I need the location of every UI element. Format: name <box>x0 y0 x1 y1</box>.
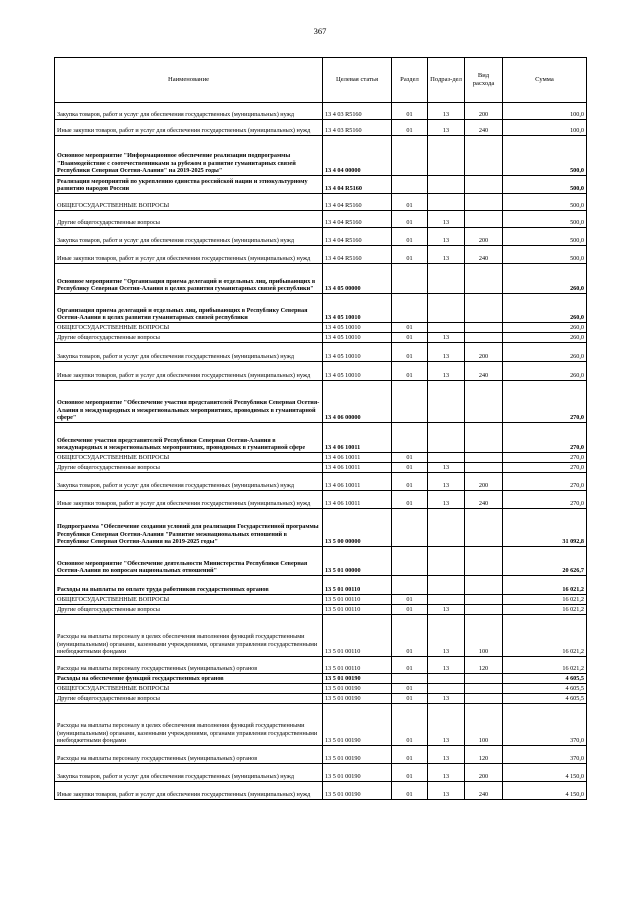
row-name: ОБЩЕГОСУДАРСТВЕННЫЕ ВОПРОСЫ <box>55 595 323 605</box>
row-section: 01 <box>392 323 428 333</box>
row-amount: 270,0 <box>503 381 587 423</box>
header-target: Целевая статья <box>323 58 392 103</box>
row-section <box>392 136 428 176</box>
row-section: 01 <box>392 362 428 381</box>
row-target: 13 4 06 10011 <box>323 423 392 453</box>
row-expense-type <box>465 423 503 453</box>
table-row <box>55 657 587 674</box>
row-subsection <box>428 194 465 211</box>
row-target: 13 4 04 R5160 <box>323 194 392 211</box>
row-expense-type <box>465 176 503 194</box>
row-target: 13 4 03 R5160 <box>323 120 392 136</box>
row-section: 01 <box>392 463 428 473</box>
row-expense-type: 240 <box>465 120 503 136</box>
row-expense-type: 120 <box>465 746 503 764</box>
row-amount: 16 021,2 <box>503 605 587 615</box>
row-subsection: 13 <box>428 211 465 228</box>
table-row <box>55 333 587 343</box>
row-name: Расходы на выплаты персоналу государственных (муниципальных) органов <box>55 657 323 674</box>
row-expense-type: 100 <box>465 704 503 746</box>
row-name: Закупка товаров, работ и услуг для обеспечения государственных (муниципальных) нужд <box>55 473 323 491</box>
row-name: Иные закупки товаров, работ и услуг для обеспечения государственных (муниципальных) нужд <box>55 246 323 264</box>
row-subsection: 13 <box>428 746 465 764</box>
row-section: 01 <box>392 473 428 491</box>
row-amount: 16 021,2 <box>503 576 587 595</box>
row-name: Другие общегосударственные вопросы <box>55 211 323 228</box>
row-subsection <box>428 684 465 694</box>
table-row <box>55 615 587 657</box>
row-section: 01 <box>392 194 428 211</box>
row-expense-type: 200 <box>465 473 503 491</box>
row-subsection: 13 <box>428 704 465 746</box>
row-amount: 270,0 <box>503 491 587 509</box>
row-section: 01 <box>392 657 428 674</box>
row-expense-type <box>465 694 503 704</box>
row-name: Закупка товаров, работ и услуг для обеспечения государственных (муниципальных) нужд <box>55 103 323 120</box>
row-subsection <box>428 176 465 194</box>
row-expense-type: 200 <box>465 103 503 120</box>
header-subsection: Подраз-дел <box>428 58 465 103</box>
table-body <box>55 103 587 800</box>
row-target: 13 4 05 10010 <box>323 343 392 362</box>
row-expense-type: 120 <box>465 657 503 674</box>
row-subsection <box>428 453 465 463</box>
row-target: 13 5 01 00110 <box>323 595 392 605</box>
row-subsection: 13 <box>428 362 465 381</box>
row-expense-type <box>465 333 503 343</box>
row-target: 13 5 01 00110 <box>323 657 392 674</box>
row-expense-type: 100 <box>465 615 503 657</box>
row-name: Закупка товаров, работ и услуг для обеспечения государственных (муниципальных) нужд <box>55 228 323 246</box>
row-section: 01 <box>392 694 428 704</box>
row-section: 01 <box>392 615 428 657</box>
row-name: Иные закупки товаров, работ и услуг для обеспечения государственных (муниципальных) нужд <box>55 120 323 136</box>
row-name: Организация приема делегаций и отдельных лиц, прибывающих в Республику Северная Осетия-Алания в целях развития гуманитарных связей республики <box>55 294 323 323</box>
row-amount: 4 605,5 <box>503 694 587 704</box>
table-row <box>55 605 587 615</box>
row-target: 13 5 01 00000 <box>323 547 392 576</box>
row-name: Реализация мероприятий по укреплению единства российской нации и этнокультурному развитию народов России <box>55 176 323 194</box>
row-expense-type <box>465 136 503 176</box>
header-expense-type: Вид расхода <box>465 58 503 103</box>
row-amount: 4 605,5 <box>503 674 587 684</box>
row-amount: 260,0 <box>503 294 587 323</box>
row-expense-type <box>465 674 503 684</box>
row-name: Расходы на выплаты персоналу в целях обеспечения выполнения функций государственными (муниципальными) органами, казенными учреждениями, органами управления государственными внебюджетными фондами <box>55 704 323 746</box>
row-amount: 270,0 <box>503 453 587 463</box>
row-amount: 260,0 <box>503 323 587 333</box>
row-expense-type <box>465 595 503 605</box>
row-amount: 500,0 <box>503 228 587 246</box>
row-section <box>392 381 428 423</box>
row-subsection <box>428 674 465 684</box>
row-amount: 260,0 <box>503 264 587 294</box>
row-amount: 270,0 <box>503 423 587 453</box>
row-subsection: 13 <box>428 605 465 615</box>
row-section: 01 <box>392 246 428 264</box>
row-subsection: 13 <box>428 782 465 800</box>
table-row <box>55 294 587 323</box>
row-expense-type <box>465 264 503 294</box>
row-section <box>392 294 428 323</box>
row-section: 01 <box>392 211 428 228</box>
table-row <box>55 211 587 228</box>
row-amount: 20 626,7 <box>503 547 587 576</box>
row-expense-type <box>465 684 503 694</box>
row-name: Закупка товаров, работ и услуг для обеспечения государственных (муниципальных) нужд <box>55 343 323 362</box>
table-row <box>55 323 587 333</box>
row-section: 01 <box>392 228 428 246</box>
row-expense-type <box>465 323 503 333</box>
header-row <box>55 58 587 103</box>
row-target: 13 4 06 00000 <box>323 381 392 423</box>
row-target: 13 4 04 R5160 <box>323 228 392 246</box>
row-expense-type <box>465 381 503 423</box>
row-target: 13 4 06 10011 <box>323 463 392 473</box>
table-row <box>55 343 587 362</box>
row-target: 13 4 06 10011 <box>323 473 392 491</box>
row-name: Основное мероприятие "Обеспечение участия представителей Республики Северная Осетия-Алания в международных и межрегиональных мероприятиях, проводимых в гуманитарной сфере" <box>55 381 323 423</box>
row-amount: 16 021,2 <box>503 615 587 657</box>
row-subsection <box>428 576 465 595</box>
row-subsection <box>428 294 465 323</box>
row-section <box>392 547 428 576</box>
row-name: ОБЩЕГОСУДАРСТВЕННЫЕ ВОПРОСЫ <box>55 194 323 211</box>
row-target: 13 4 06 10011 <box>323 453 392 463</box>
row-amount: 500,0 <box>503 211 587 228</box>
row-section: 01 <box>392 605 428 615</box>
row-section: 01 <box>392 120 428 136</box>
row-section: 01 <box>392 684 428 694</box>
row-amount: 260,0 <box>503 362 587 381</box>
row-subsection <box>428 595 465 605</box>
table-row <box>55 176 587 194</box>
row-section: 01 <box>392 595 428 605</box>
row-subsection <box>428 547 465 576</box>
row-amount: 100,0 <box>503 103 587 120</box>
row-target: 13 4 04 R5160 <box>323 176 392 194</box>
row-expense-type <box>465 463 503 473</box>
table-row <box>55 463 587 473</box>
table-row <box>55 694 587 704</box>
row-subsection: 13 <box>428 473 465 491</box>
table-row <box>55 246 587 264</box>
table-row <box>55 362 587 381</box>
row-target: 13 4 04 R5160 <box>323 211 392 228</box>
table-row <box>55 423 587 453</box>
row-subsection <box>428 264 465 294</box>
row-expense-type: 240 <box>465 491 503 509</box>
row-section: 01 <box>392 746 428 764</box>
row-target: 13 5 01 00190 <box>323 764 392 782</box>
row-amount: 16 021,2 <box>503 595 587 605</box>
row-section: 01 <box>392 764 428 782</box>
page-number: 367 <box>313 26 327 36</box>
row-name: ОБЩЕГОСУДАРСТВЕННЫЕ ВОПРОСЫ <box>55 323 323 333</box>
row-section: 01 <box>392 343 428 362</box>
row-target: 13 5 00 00000 <box>323 509 392 547</box>
row-target: 13 5 01 00110 <box>323 615 392 657</box>
row-target: 13 5 01 00110 <box>323 576 392 595</box>
table-row <box>55 381 587 423</box>
row-target: 13 5 01 00190 <box>323 684 392 694</box>
row-name: Иные закупки товаров, работ и услуг для обеспечения государственных (муниципальных) нужд <box>55 491 323 509</box>
row-expense-type <box>465 194 503 211</box>
row-name: Другие общегосударственные вопросы <box>55 333 323 343</box>
row-name: Основное мероприятие "Информационное обеспечение реализации подпрограммы "Взаимодействие с соотечественниками за рубежом в развитие гуманитарных связей Республики Северная Осетия-Алания" на 2019-2025 годы" <box>55 136 323 176</box>
row-target: 13 5 01 00110 <box>323 605 392 615</box>
table-row <box>55 576 587 595</box>
row-amount: 16 021,2 <box>503 657 587 674</box>
row-target: 13 5 01 00190 <box>323 674 392 684</box>
row-section <box>392 264 428 294</box>
row-target: 13 4 05 00000 <box>323 264 392 294</box>
row-expense-type: 240 <box>465 246 503 264</box>
row-amount: 31 092,8 <box>503 509 587 547</box>
row-section: 01 <box>392 103 428 120</box>
row-target: 13 5 01 00190 <box>323 704 392 746</box>
row-amount: 370,0 <box>503 746 587 764</box>
row-amount: 500,0 <box>503 194 587 211</box>
table-row <box>55 194 587 211</box>
row-target: 13 5 01 00190 <box>323 694 392 704</box>
row-target: 13 4 03 R5160 <box>323 103 392 120</box>
row-subsection: 13 <box>428 463 465 473</box>
row-target: 13 4 05 10010 <box>323 362 392 381</box>
row-name: Обеспечение участия представителей Республики Северная Осетия-Алания в международных и межрегиональных мероприятиях, проводимых в гуманитарной сфере <box>55 423 323 453</box>
row-subsection <box>428 323 465 333</box>
table-row <box>55 453 587 463</box>
row-amount: 500,0 <box>503 136 587 176</box>
table-row <box>55 704 587 746</box>
row-target: 13 4 05 10010 <box>323 294 392 323</box>
row-target: 13 4 06 10011 <box>323 491 392 509</box>
table-row <box>55 120 587 136</box>
table-row <box>55 473 587 491</box>
row-expense-type <box>465 605 503 615</box>
row-target: 13 5 01 00190 <box>323 782 392 800</box>
row-expense-type <box>465 453 503 463</box>
row-section: 01 <box>392 453 428 463</box>
row-subsection: 13 <box>428 491 465 509</box>
row-name: Иные закупки товаров, работ и услуг для обеспечения государственных (муниципальных) нужд <box>55 782 323 800</box>
row-expense-type: 200 <box>465 343 503 362</box>
table-row <box>55 684 587 694</box>
row-amount: 260,0 <box>503 343 587 362</box>
row-subsection: 13 <box>428 228 465 246</box>
header-section: Раздел <box>392 58 428 103</box>
row-expense-type: 240 <box>465 362 503 381</box>
row-name: Расходы на выплаты персоналу государственных (муниципальных) органов <box>55 746 323 764</box>
row-expense-type <box>465 211 503 228</box>
table-row <box>55 782 587 800</box>
table-row <box>55 509 587 547</box>
table-row <box>55 764 587 782</box>
row-name: Подпрограмма "Обеспечение создания условий для реализации Государственной программы Республики Северная Осетия-Алания "Развитие межнациональных отношений в Республике Северная Осетия-Алания на 2019-2025 годы" <box>55 509 323 547</box>
row-name: Другие общегосударственные вопросы <box>55 463 323 473</box>
row-expense-type <box>465 547 503 576</box>
row-subsection: 13 <box>428 333 465 343</box>
row-name: Иные закупки товаров, работ и услуг для обеспечения государственных (муниципальных) нужд <box>55 362 323 381</box>
row-section: 01 <box>392 333 428 343</box>
header-amount: Сумма <box>503 58 587 103</box>
row-subsection: 13 <box>428 694 465 704</box>
row-name: ОБЩЕГОСУДАРСТВЕННЫЕ ВОПРОСЫ <box>55 684 323 694</box>
row-name: ОБЩЕГОСУДАРСТВЕННЫЕ ВОПРОСЫ <box>55 453 323 463</box>
row-section <box>392 576 428 595</box>
row-expense-type <box>465 509 503 547</box>
row-amount: 370,0 <box>503 704 587 746</box>
row-section: 01 <box>392 782 428 800</box>
row-section: 01 <box>392 491 428 509</box>
row-section <box>392 674 428 684</box>
table-row <box>55 674 587 684</box>
row-section <box>392 176 428 194</box>
row-expense-type <box>465 576 503 595</box>
row-section <box>392 509 428 547</box>
row-amount: 270,0 <box>503 473 587 491</box>
row-section <box>392 423 428 453</box>
row-target: 13 4 05 10010 <box>323 323 392 333</box>
row-name: Другие общегосударственные вопросы <box>55 605 323 615</box>
row-amount: 260,0 <box>503 333 587 343</box>
table-row <box>55 595 587 605</box>
row-subsection: 13 <box>428 120 465 136</box>
table-row <box>55 491 587 509</box>
row-expense-type <box>465 294 503 323</box>
row-target: 13 5 01 00190 <box>323 746 392 764</box>
row-name: Расходы на выплаты персоналу в целях обеспечения выполнения функций государственными (муниципальными) органами, казенными учреждениями, органами управления государственными внебюджетными фондами <box>55 615 323 657</box>
table-row <box>55 103 587 120</box>
header-name: Наименование <box>55 58 323 103</box>
table-row <box>55 547 587 576</box>
row-subsection: 13 <box>428 657 465 674</box>
row-name: Расходы на обеспечение функций государственных органов <box>55 674 323 684</box>
row-amount: 100,0 <box>503 120 587 136</box>
row-name: Другие общегосударственные вопросы <box>55 694 323 704</box>
table-row <box>55 228 587 246</box>
row-name: Закупка товаров, работ и услуг для обеспечения государственных (муниципальных) нужд <box>55 764 323 782</box>
row-subsection: 13 <box>428 103 465 120</box>
row-subsection <box>428 509 465 547</box>
row-subsection <box>428 423 465 453</box>
row-subsection: 13 <box>428 246 465 264</box>
table-row <box>55 136 587 176</box>
row-subsection <box>428 381 465 423</box>
table-row <box>55 746 587 764</box>
row-amount: 500,0 <box>503 246 587 264</box>
row-name: Расходы на выплаты по оплате труда работников государственных органов <box>55 576 323 595</box>
row-amount: 270,0 <box>503 463 587 473</box>
row-amount: 4 150,0 <box>503 782 587 800</box>
row-name: Основное мероприятие "Обеспечение деятельности Министерства Республики Северная Осетия-Алания по вопросам национальных отношений" <box>55 547 323 576</box>
row-name: Основное мероприятие "Организация приема делегаций и отдельных лиц, прибывающих в Республику Северная Осетия-Алания в целях развития гуманитарных связей республики" <box>55 264 323 294</box>
row-target: 13 4 04 R5160 <box>323 246 392 264</box>
row-expense-type: 200 <box>465 764 503 782</box>
row-subsection: 13 <box>428 615 465 657</box>
row-subsection: 13 <box>428 343 465 362</box>
row-amount: 500,0 <box>503 176 587 194</box>
row-amount: 4 605,5 <box>503 684 587 694</box>
budget-table <box>54 57 587 800</box>
table-row <box>55 264 587 294</box>
row-expense-type: 200 <box>465 228 503 246</box>
row-target: 13 4 04 00000 <box>323 136 392 176</box>
row-expense-type: 240 <box>465 782 503 800</box>
row-section: 01 <box>392 704 428 746</box>
row-target: 13 4 05 10010 <box>323 333 392 343</box>
row-amount: 4 150,0 <box>503 764 587 782</box>
row-subsection: 13 <box>428 764 465 782</box>
row-subsection <box>428 136 465 176</box>
